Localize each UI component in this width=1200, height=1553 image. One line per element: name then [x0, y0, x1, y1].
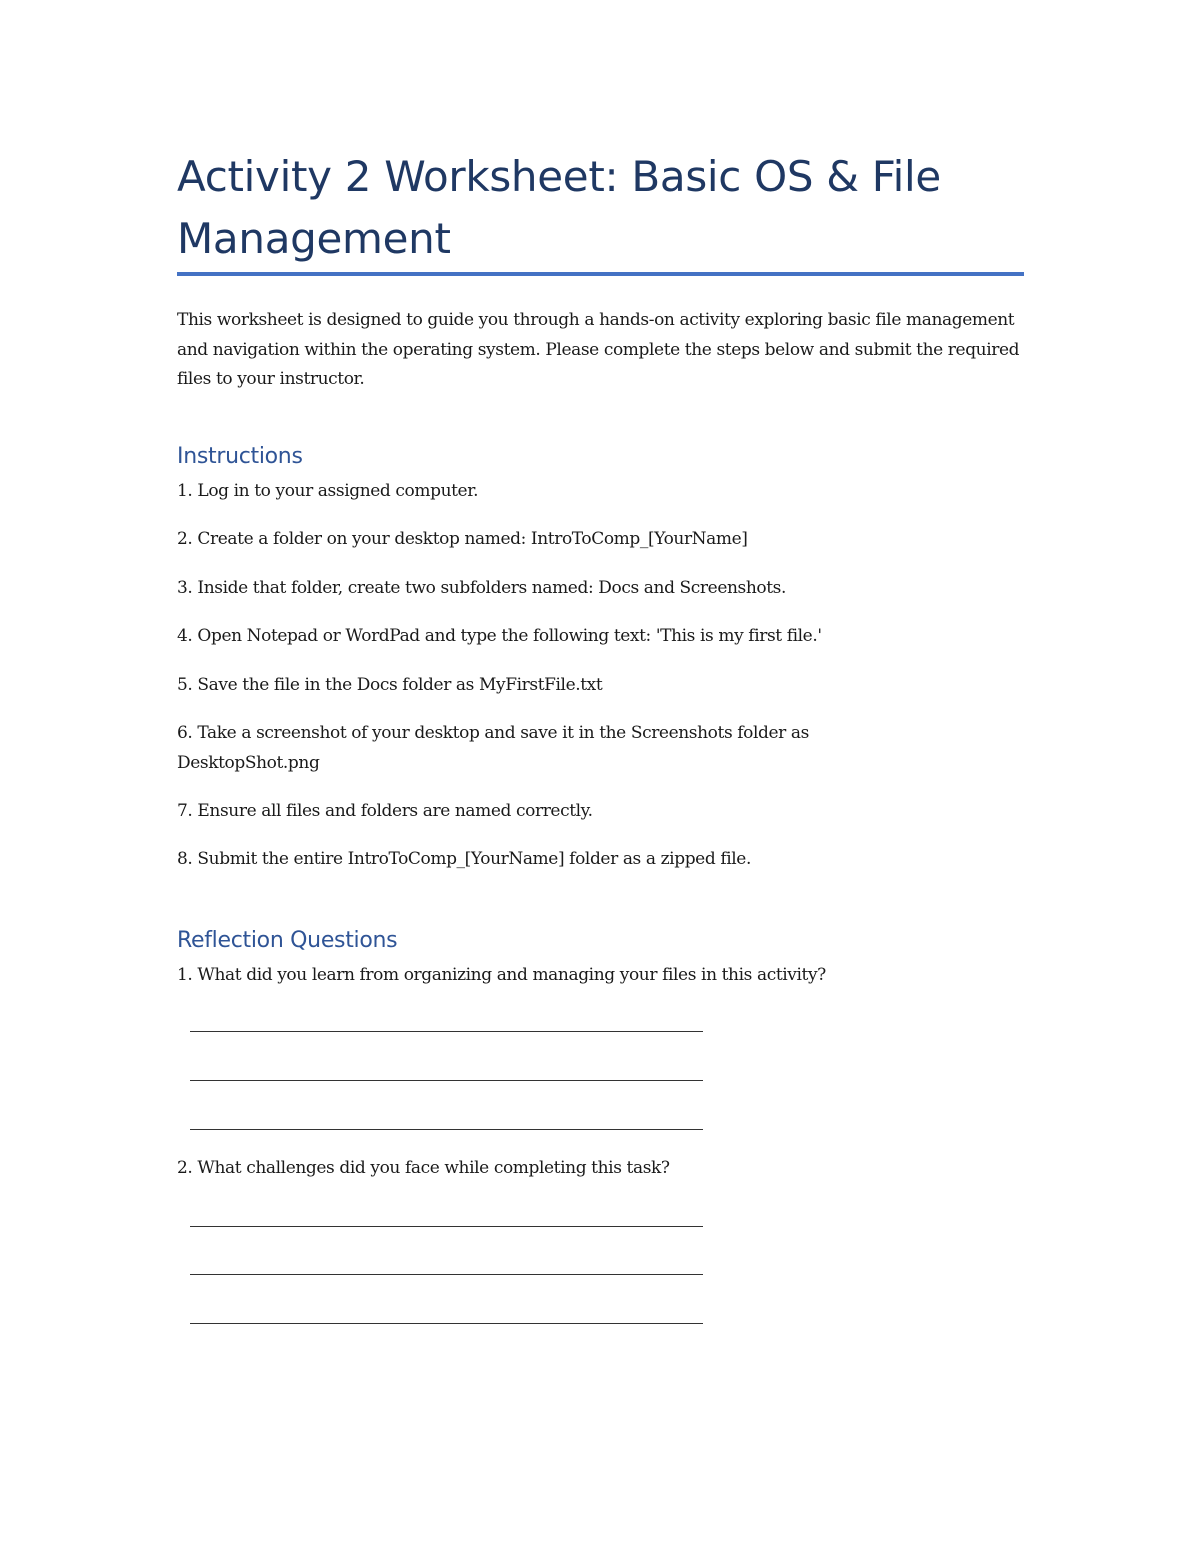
instruction-step: 4. Open Notepad or WordPad and type the following text: 'This is my first file.': [177, 626, 822, 646]
answer-line[interactable]: [190, 1274, 703, 1275]
reflection-heading: Reflection Questions: [177, 928, 398, 953]
page-title: Activity 2 Worksheet: Basic OS & File Management: [177, 152, 941, 263]
instruction-step: 7. Ensure all files and folders are named correctly.: [177, 801, 593, 821]
instruction-step: 6. Take a screenshot of your desktop and save it in the Screenshots folder as DesktopShot.png: [177, 723, 809, 773]
answer-line[interactable]: [190, 1031, 703, 1032]
instruction-step: 5. Save the file in the Docs folder as MyFirstFile.txt: [177, 675, 603, 695]
reflection-question: 2. What challenges did you face while completing this task?: [177, 1158, 670, 1178]
instruction-step: 2. Create a folder on your desktop named: IntroToComp_[YourName]: [177, 529, 748, 549]
answer-line[interactable]: [190, 1323, 703, 1324]
answer-line[interactable]: [190, 1129, 703, 1130]
instruction-step: 3. Inside that folder, create two subfolders named: Docs and Screenshots.: [177, 578, 786, 598]
title-underline: [177, 272, 1024, 276]
instruction-step: 8. Submit the entire IntroToComp_[YourName] folder as a zipped file.: [177, 849, 751, 869]
intro-paragraph: This worksheet is designed to guide you through a hands-on activity exploring basic file management and navigation within the operating system. Please complete the steps below and submit the required files to your instructor.: [177, 310, 1020, 389]
instruction-step: 1. Log in to your assigned computer.: [177, 481, 479, 501]
answer-line[interactable]: [190, 1226, 703, 1227]
answer-line[interactable]: [190, 1080, 703, 1081]
instructions-heading: Instructions: [177, 444, 303, 469]
reflection-question: 1. What did you learn from organizing and managing your files in this activity?: [177, 965, 826, 985]
